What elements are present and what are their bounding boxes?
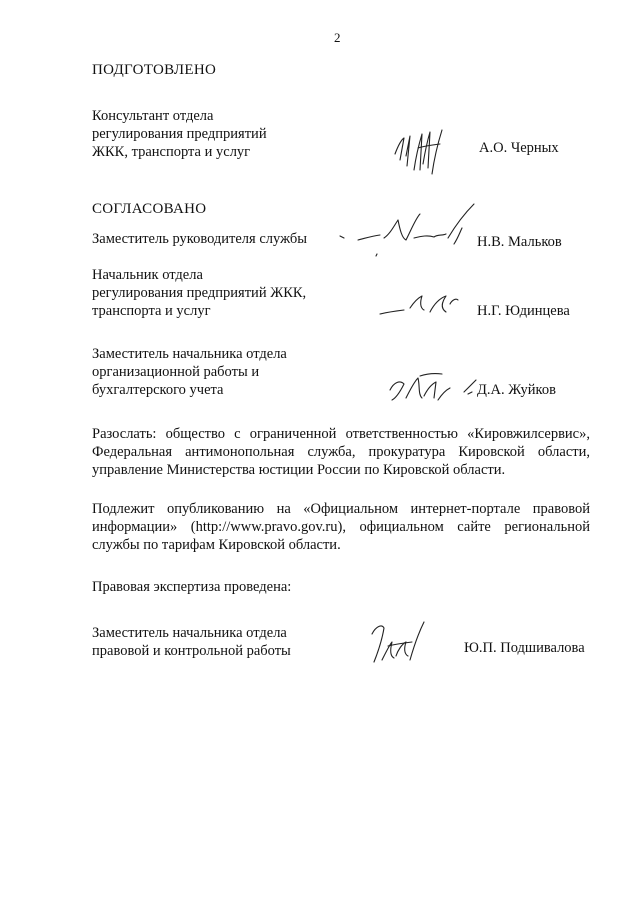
position-line: Заместитель начальника отдела xyxy=(92,625,287,641)
position-line: Заместитель начальника отдела xyxy=(92,346,287,362)
position-line: ЖКК, транспорта и услуг xyxy=(92,144,251,160)
distribution-paragraph xyxy=(92,425,590,479)
position-line: правовой и контрольной работы xyxy=(92,643,291,659)
signer-name: Д.А. Жуйков xyxy=(477,382,556,398)
legal-review-position xyxy=(92,624,291,660)
publication-paragraph xyxy=(92,500,590,554)
position-line: регулирования предприятий xyxy=(92,126,267,142)
legal-review-name: Ю.П. Подшивалова xyxy=(464,640,585,656)
prepared-name: А.О. Черных xyxy=(479,140,559,156)
signer-position xyxy=(92,230,307,248)
publication-line: информации» (http://www.pravo.gov.ru), официальном сайте региональной xyxy=(92,519,590,535)
distribution-line: управление Министерства юстиции России по Кировской области. xyxy=(92,462,506,478)
position-line: организационной работы и xyxy=(92,364,260,380)
signature-malkov xyxy=(336,198,486,260)
signer-position xyxy=(92,266,306,320)
publication-line: Подлежит опубликованию на «Официальном интернет-портале правовой xyxy=(92,501,590,517)
publication-line: службы по тарифам Кировской области. xyxy=(92,537,341,553)
signature-yudintseva xyxy=(376,290,466,320)
position-line: Начальник отдела xyxy=(92,267,203,283)
page-number: 2 xyxy=(334,30,341,45)
signature-zhuykov xyxy=(384,368,480,408)
signer-position xyxy=(92,345,287,399)
prepared-heading: ПОДГОТОВЛЕНО xyxy=(92,62,217,78)
signer-name: Н.Г. Юдинцева xyxy=(477,303,570,319)
position-line: регулирования предприятий ЖКК, xyxy=(92,285,307,301)
distribution-line: Разослать: общество с ограниченной ответственностью «Кировжилсервис», xyxy=(92,426,590,442)
position-line: Заместитель руководителя службы xyxy=(92,231,308,247)
distribution-line: Федеральная антимонопольная служба, прокуратура Кировской области, xyxy=(92,444,590,460)
position-line: Консультант отдела xyxy=(92,108,214,124)
position-line: транспорта и услуг xyxy=(92,303,211,319)
signature-cherny xyxy=(392,126,452,178)
signature-podshivalova xyxy=(366,616,430,672)
prepared-position xyxy=(92,107,267,161)
signer-name: Н.В. Мальков xyxy=(477,234,562,250)
position-line: бухгалтерского учета xyxy=(92,382,224,398)
agreed-heading: СОГЛАСОВАНО xyxy=(92,201,207,217)
legal-review-heading: Правовая экспертиза проведена: xyxy=(92,579,292,595)
